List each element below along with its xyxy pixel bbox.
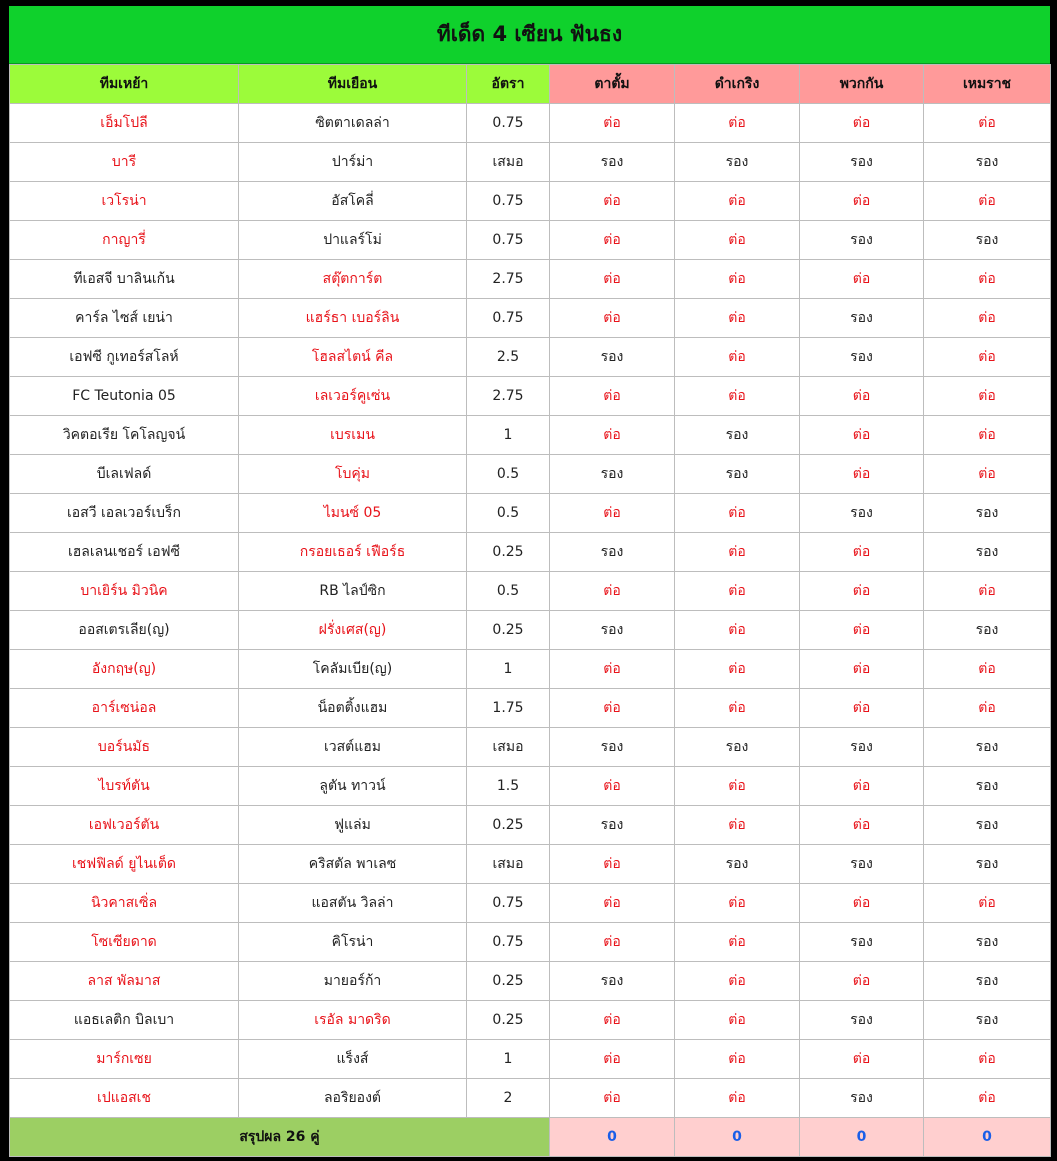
pick-3: ต่อ bbox=[800, 533, 924, 572]
home-team: ออสเตรเลีย(ญ) bbox=[10, 611, 239, 650]
rate: 1.5 bbox=[467, 767, 550, 806]
pick-4: ต่อ bbox=[924, 104, 1051, 143]
table-row bbox=[10, 1001, 1051, 1040]
home-team: บีเลเฟลด์ bbox=[10, 455, 239, 494]
table-row bbox=[10, 260, 1051, 299]
table-row bbox=[10, 533, 1051, 572]
away-team: ปาร์ม่า bbox=[239, 143, 467, 182]
pick-2: ต่อ bbox=[675, 1079, 800, 1118]
pick-4: รอง bbox=[924, 494, 1051, 533]
away-team: กรอยเธอร์ เฟือร์ธ bbox=[239, 533, 467, 572]
away-team: เลเวอร์คูเซ่น bbox=[239, 377, 467, 416]
table-row bbox=[10, 182, 1051, 221]
table-row bbox=[10, 1040, 1051, 1079]
pick-3: ต่อ bbox=[800, 1040, 924, 1079]
header-home: ทีมเหย้า bbox=[10, 65, 239, 104]
pick-4: รอง bbox=[924, 221, 1051, 260]
pick-3: ต่อ bbox=[800, 260, 924, 299]
pick-2: ต่อ bbox=[675, 767, 800, 806]
pick-4: รอง bbox=[924, 962, 1051, 1001]
away-team: คริสตัล พาเลซ bbox=[239, 845, 467, 884]
pick-2: รอง bbox=[675, 728, 800, 767]
pick-3: รอง bbox=[800, 494, 924, 533]
pick-4: ต่อ bbox=[924, 884, 1051, 923]
home-team: เฮลเลนเชอร์ เอฟซี bbox=[10, 533, 239, 572]
home-team: บอร์นมัธ bbox=[10, 728, 239, 767]
pick-1: รอง bbox=[550, 611, 675, 650]
pick-3: ต่อ bbox=[800, 767, 924, 806]
pick-1: ต่อ bbox=[550, 377, 675, 416]
pick-4: รอง bbox=[924, 143, 1051, 182]
pick-3: รอง bbox=[800, 845, 924, 884]
away-team: ฟูแล่ม bbox=[239, 806, 467, 845]
pick-1: รอง bbox=[550, 533, 675, 572]
pick-3: รอง bbox=[800, 299, 924, 338]
away-team: น็อตติ้งแฮม bbox=[239, 689, 467, 728]
away-team: โฮลสไตน์ คีล bbox=[239, 338, 467, 377]
home-team: เวโรน่า bbox=[10, 182, 239, 221]
table-row bbox=[10, 494, 1051, 533]
pick-1: ต่อ bbox=[550, 1001, 675, 1040]
pick-2: ต่อ bbox=[675, 494, 800, 533]
away-team: ไมนซ์ 05 bbox=[239, 494, 467, 533]
home-team: โซเซียดาด bbox=[10, 923, 239, 962]
pick-2: ต่อ bbox=[675, 650, 800, 689]
table-row bbox=[10, 143, 1051, 182]
home-team: ไบรท์ตัน bbox=[10, 767, 239, 806]
away-team: อัสโคลี่ bbox=[239, 182, 467, 221]
home-team: อังกฤษ(ญ) bbox=[10, 650, 239, 689]
pick-3: ต่อ bbox=[800, 689, 924, 728]
pick-4: ต่อ bbox=[924, 455, 1051, 494]
rate: 2 bbox=[467, 1079, 550, 1118]
header-row bbox=[10, 65, 1051, 104]
pick-3: รอง bbox=[800, 143, 924, 182]
table-row bbox=[10, 299, 1051, 338]
header-away: ทีมเยือน bbox=[239, 65, 467, 104]
table-row bbox=[10, 845, 1051, 884]
home-team: เอฟเวอร์ตัน bbox=[10, 806, 239, 845]
pick-1: ต่อ bbox=[550, 104, 675, 143]
table-row bbox=[10, 1079, 1051, 1118]
home-team: อาร์เซน่อล bbox=[10, 689, 239, 728]
pick-1: ต่อ bbox=[550, 221, 675, 260]
home-team: FC Teutonia 05 bbox=[10, 377, 239, 416]
table-row bbox=[10, 962, 1051, 1001]
pick-3: รอง bbox=[800, 923, 924, 962]
pick-2: ต่อ bbox=[675, 572, 800, 611]
rate: 0.75 bbox=[467, 299, 550, 338]
rate: 0.25 bbox=[467, 1001, 550, 1040]
away-team: ปาแลร์โม่ bbox=[239, 221, 467, 260]
table-row bbox=[10, 221, 1051, 260]
away-team: แอสตัน วิลล่า bbox=[239, 884, 467, 923]
table-row bbox=[10, 806, 1051, 845]
pick-2: รอง bbox=[675, 455, 800, 494]
pick-1: รอง bbox=[550, 338, 675, 377]
home-team: กาญารี่ bbox=[10, 221, 239, 260]
summary-label: สรุปผล 26 คู่ bbox=[10, 1118, 550, 1157]
pick-1: ต่อ bbox=[550, 650, 675, 689]
away-team: คิโรน่า bbox=[239, 923, 467, 962]
pick-2: ต่อ bbox=[675, 299, 800, 338]
pick-1: รอง bbox=[550, 806, 675, 845]
away-team: ลอริยองต์ bbox=[239, 1079, 467, 1118]
rate: 0.75 bbox=[467, 923, 550, 962]
pick-2: ต่อ bbox=[675, 182, 800, 221]
summary-picker-1: 0 bbox=[550, 1118, 675, 1157]
rate: 2.5 bbox=[467, 338, 550, 377]
table-row bbox=[10, 377, 1051, 416]
home-team: มาร์กเซย bbox=[10, 1040, 239, 1079]
pick-4: ต่อ bbox=[924, 260, 1051, 299]
home-team: ทีเอสจี บาลินเก้น bbox=[10, 260, 239, 299]
header-rate: อัตรา bbox=[467, 65, 550, 104]
pick-4: ต่อ bbox=[924, 377, 1051, 416]
home-team: เชฟฟิลด์ ยูไนเต็ด bbox=[10, 845, 239, 884]
table-row bbox=[10, 728, 1051, 767]
pick-1: ต่อ bbox=[550, 1040, 675, 1079]
pick-3: ต่อ bbox=[800, 104, 924, 143]
pick-4: ต่อ bbox=[924, 689, 1051, 728]
pick-4: รอง bbox=[924, 728, 1051, 767]
pick-3: ต่อ bbox=[800, 884, 924, 923]
away-team: RB ไลป์ซิก bbox=[239, 572, 467, 611]
pick-2: ต่อ bbox=[675, 1001, 800, 1040]
home-team: เอ็มโปลี bbox=[10, 104, 239, 143]
away-team: สตุ๊ตการ์ต bbox=[239, 260, 467, 299]
rate: 1 bbox=[467, 650, 550, 689]
header-picker-3: พวกกัน bbox=[800, 65, 924, 104]
pick-3: ต่อ bbox=[800, 650, 924, 689]
table-row bbox=[10, 104, 1051, 143]
pick-2: รอง bbox=[675, 416, 800, 455]
rate: 2.75 bbox=[467, 260, 550, 299]
pick-3: รอง bbox=[800, 338, 924, 377]
pick-4: รอง bbox=[924, 611, 1051, 650]
summary-picker-3: 0 bbox=[800, 1118, 924, 1157]
pick-3: ต่อ bbox=[800, 572, 924, 611]
pick-2: ต่อ bbox=[675, 962, 800, 1001]
pick-2: ต่อ bbox=[675, 1040, 800, 1079]
pick-2: ต่อ bbox=[675, 377, 800, 416]
pick-3: รอง bbox=[800, 221, 924, 260]
rate: เสมอ bbox=[467, 845, 550, 884]
pick-3: รอง bbox=[800, 1001, 924, 1040]
table-row bbox=[10, 689, 1051, 728]
pick-2: ต่อ bbox=[675, 338, 800, 377]
home-team: เอฟซี กูเทอร์สโลห์ bbox=[10, 338, 239, 377]
summary-picker-4: 0 bbox=[924, 1118, 1051, 1157]
pick-1: ต่อ bbox=[550, 923, 675, 962]
pick-3: ต่อ bbox=[800, 455, 924, 494]
pick-3: ต่อ bbox=[800, 962, 924, 1001]
rate: 1.75 bbox=[467, 689, 550, 728]
table-row bbox=[10, 338, 1051, 377]
pick-4: รอง bbox=[924, 1001, 1051, 1040]
pick-3: ต่อ bbox=[800, 377, 924, 416]
pick-1: ต่อ bbox=[550, 689, 675, 728]
away-team: ซิตตาเดลล่า bbox=[239, 104, 467, 143]
pick-4: ต่อ bbox=[924, 416, 1051, 455]
table-row bbox=[10, 767, 1051, 806]
pick-3: ต่อ bbox=[800, 416, 924, 455]
pick-4: ต่อ bbox=[924, 338, 1051, 377]
home-team: คาร์ล ไซส์ เยน่า bbox=[10, 299, 239, 338]
rate: 1 bbox=[467, 1040, 550, 1079]
header-picker-2: ดำเกริง bbox=[675, 65, 800, 104]
away-team: เรอัล มาดริด bbox=[239, 1001, 467, 1040]
away-team: โคลัมเบีย(ญ) bbox=[239, 650, 467, 689]
pick-1: ต่อ bbox=[550, 884, 675, 923]
pick-4: ต่อ bbox=[924, 299, 1051, 338]
away-team: มายอร์ก้า bbox=[239, 962, 467, 1001]
table-row bbox=[10, 611, 1051, 650]
table-row bbox=[10, 455, 1051, 494]
header-picker-4: เหมราช bbox=[924, 65, 1051, 104]
away-team: ลูตัน ทาวน์ bbox=[239, 767, 467, 806]
home-team: เปแอสเช bbox=[10, 1079, 239, 1118]
pick-1: รอง bbox=[550, 962, 675, 1001]
pick-3: ต่อ bbox=[800, 182, 924, 221]
home-team: แอธเลติก บิลเบา bbox=[10, 1001, 239, 1040]
home-team: เอสวี เอลเวอร์เบร็ก bbox=[10, 494, 239, 533]
pick-2: ต่อ bbox=[675, 689, 800, 728]
home-team: บาเยิร์น มิวนิค bbox=[10, 572, 239, 611]
summary-picker-2: 0 bbox=[675, 1118, 800, 1157]
away-team: แฮร์ธา เบอร์ลิน bbox=[239, 299, 467, 338]
pick-1: ต่อ bbox=[550, 1079, 675, 1118]
rate: เสมอ bbox=[467, 143, 550, 182]
pick-4: รอง bbox=[924, 923, 1051, 962]
pick-4: ต่อ bbox=[924, 182, 1051, 221]
pick-3: รอง bbox=[800, 728, 924, 767]
pick-1: รอง bbox=[550, 455, 675, 494]
rate: 0.5 bbox=[467, 455, 550, 494]
pick-3: ต่อ bbox=[800, 806, 924, 845]
table-row bbox=[10, 572, 1051, 611]
pick-4: รอง bbox=[924, 806, 1051, 845]
pick-2: ต่อ bbox=[675, 221, 800, 260]
pick-2: ต่อ bbox=[675, 611, 800, 650]
pick-2: ต่อ bbox=[675, 260, 800, 299]
pick-2: ต่อ bbox=[675, 533, 800, 572]
pick-2: รอง bbox=[675, 845, 800, 884]
pick-1: ต่อ bbox=[550, 572, 675, 611]
summary-row bbox=[10, 1118, 1051, 1157]
table-row bbox=[10, 416, 1051, 455]
pick-4: ต่อ bbox=[924, 1079, 1051, 1118]
page-title: ทีเด็ด 4 เซียน ฟันธง bbox=[9, 6, 1050, 64]
pick-1: ต่อ bbox=[550, 845, 675, 884]
pick-2: รอง bbox=[675, 143, 800, 182]
home-team: บารี bbox=[10, 143, 239, 182]
table-row bbox=[10, 923, 1051, 962]
away-team: โบคุ่ม bbox=[239, 455, 467, 494]
home-team: นิวคาสเซิ่ล bbox=[10, 884, 239, 923]
rate: 0.75 bbox=[467, 182, 550, 221]
away-team: ฝรั่งเศส(ญ) bbox=[239, 611, 467, 650]
rate: 0.25 bbox=[467, 611, 550, 650]
rate: 0.5 bbox=[467, 572, 550, 611]
pick-2: ต่อ bbox=[675, 104, 800, 143]
pick-1: รอง bbox=[550, 143, 675, 182]
rate: 0.25 bbox=[467, 533, 550, 572]
pick-1: ต่อ bbox=[550, 182, 675, 221]
rate: 0.75 bbox=[467, 221, 550, 260]
pick-3: ต่อ bbox=[800, 611, 924, 650]
home-team: ลาส พัลมาส bbox=[10, 962, 239, 1001]
rate: 1 bbox=[467, 416, 550, 455]
home-team: วิคตอเรีย โคโลญจน์ bbox=[10, 416, 239, 455]
pick-4: ต่อ bbox=[924, 650, 1051, 689]
away-team: เบรเมน bbox=[239, 416, 467, 455]
rate: 0.75 bbox=[467, 884, 550, 923]
rate: 0.5 bbox=[467, 494, 550, 533]
pick-4: ต่อ bbox=[924, 572, 1051, 611]
pick-1: ต่อ bbox=[550, 416, 675, 455]
rate: เสมอ bbox=[467, 728, 550, 767]
rate: 0.75 bbox=[467, 104, 550, 143]
header-picker-1: ตาตั้ม bbox=[550, 65, 675, 104]
pick-4: รอง bbox=[924, 845, 1051, 884]
table-row bbox=[10, 650, 1051, 689]
tips-table bbox=[9, 64, 1051, 1157]
pick-1: รอง bbox=[550, 728, 675, 767]
pick-1: ต่อ bbox=[550, 767, 675, 806]
pick-4: รอง bbox=[924, 767, 1051, 806]
pick-1: ต่อ bbox=[550, 260, 675, 299]
pick-2: ต่อ bbox=[675, 806, 800, 845]
pick-2: ต่อ bbox=[675, 923, 800, 962]
rate: 0.25 bbox=[467, 806, 550, 845]
rate: 2.75 bbox=[467, 377, 550, 416]
rate: 0.25 bbox=[467, 962, 550, 1001]
away-team: เวสต์แฮม bbox=[239, 728, 467, 767]
pick-4: ต่อ bbox=[924, 1040, 1051, 1079]
table-row bbox=[10, 884, 1051, 923]
pick-1: ต่อ bbox=[550, 299, 675, 338]
tips-panel bbox=[9, 6, 1050, 1155]
pick-2: ต่อ bbox=[675, 884, 800, 923]
away-team: แร็งส์ bbox=[239, 1040, 467, 1079]
pick-3: รอง bbox=[800, 1079, 924, 1118]
pick-1: ต่อ bbox=[550, 494, 675, 533]
pick-4: รอง bbox=[924, 533, 1051, 572]
